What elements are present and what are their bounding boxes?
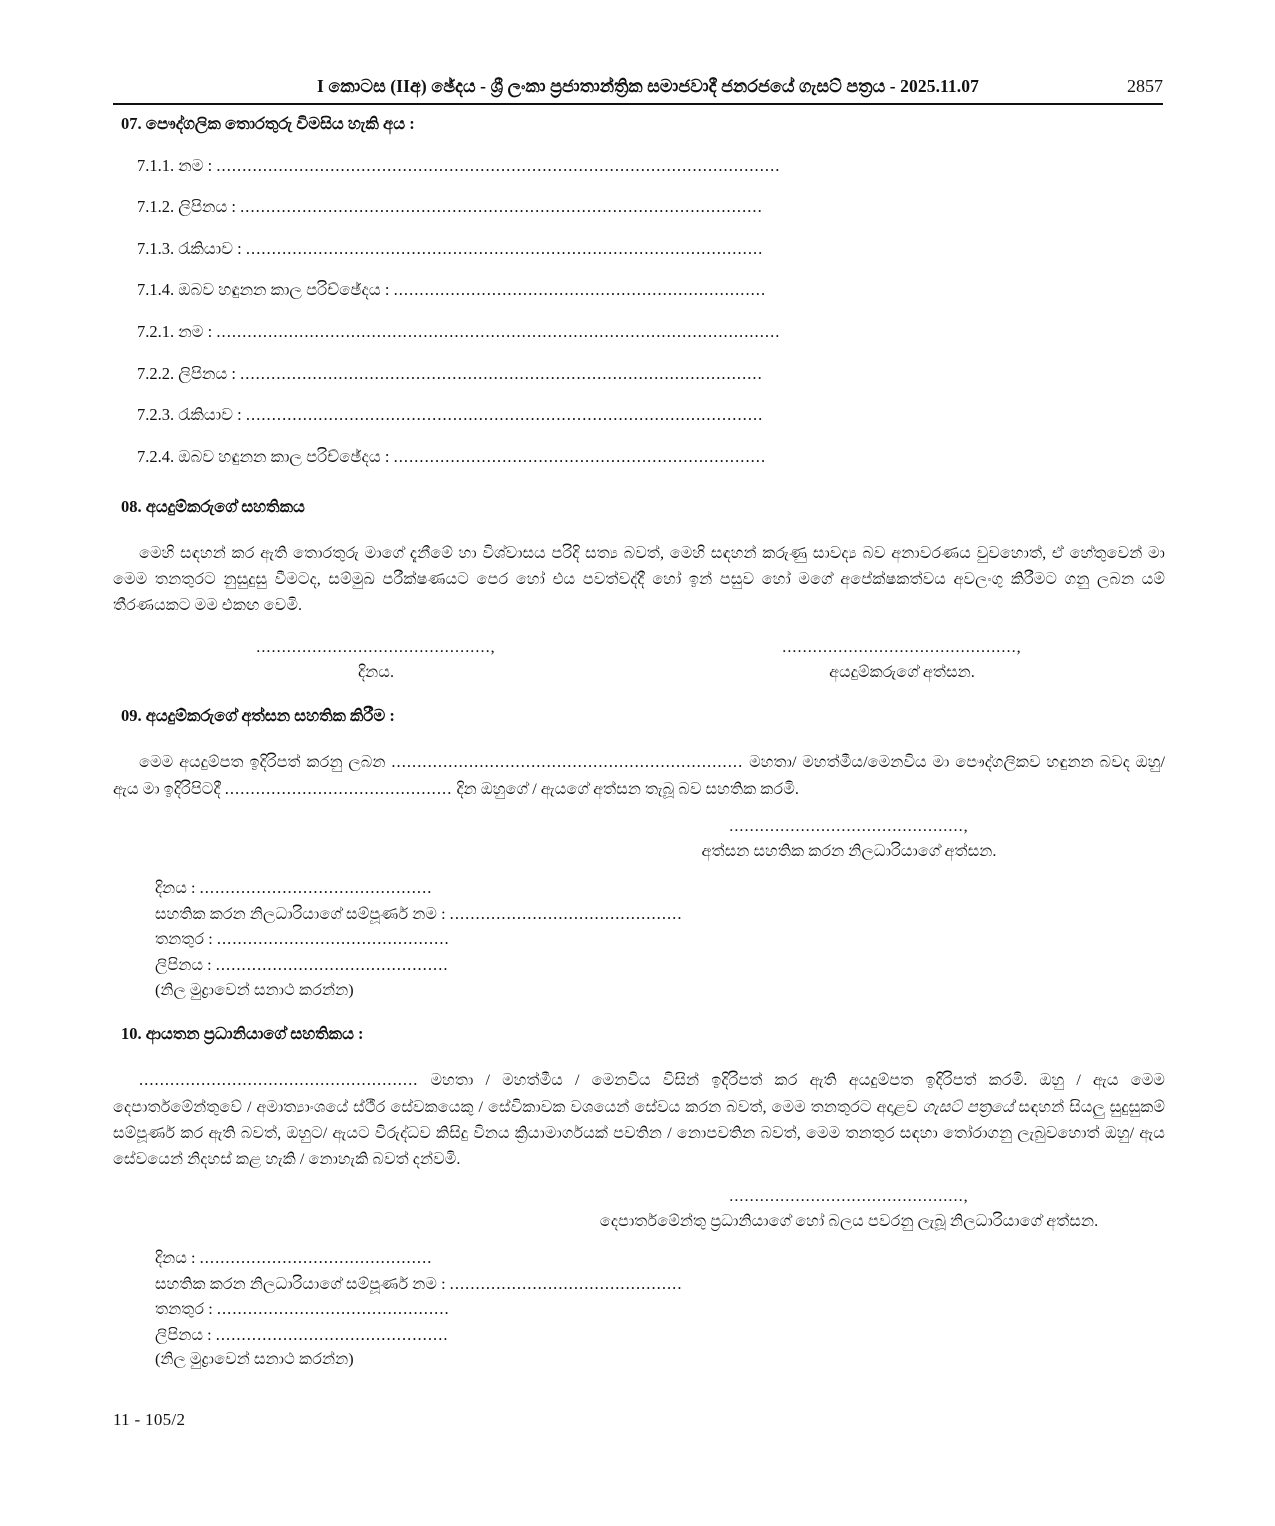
field-7-1-3-label: 7.1.3. රැකියාව : — [137, 238, 242, 258]
applicant-signature-caption: අයදුම්කරුගේ අත්සන. — [829, 663, 975, 681]
footer-reference: 11 - 105/2 — [113, 1410, 186, 1429]
section-08-signature-row — [113, 635, 1165, 685]
section-10-officer-designation-label: තනතුර : — [155, 1300, 213, 1319]
section-08-heading: 08. අයදුම්කරුගේ සහතිකය — [121, 497, 305, 517]
section-09-officer-date-label: දිනය : — [155, 879, 196, 898]
field-7-1-4 — [137, 277, 1165, 303]
field-7-2-4-label: 7.2.4. ඔබව හඳුනන කාල පරිච්ඡේදය : — [137, 446, 390, 466]
field-7-2-2-dots[interactable]: ..................................................................................................... — [240, 363, 763, 383]
page-number: 2857 — [1127, 76, 1163, 96]
section-09-officer-designation-label: තනතුර : — [155, 930, 213, 949]
section-09-officer-address — [155, 952, 1165, 978]
section-10-officer-details — [155, 1245, 1165, 1372]
section-09-heading: 09. අයදුම්කරුගේ අත්සන සහතික කිරීම : — [121, 706, 395, 726]
section-09-text-1: මෙම අයදුම්පත ඉදිරිපත් කරනු ලබන — [139, 753, 386, 772]
section-10-gazette-italic: ගැසට් පත්‍රයේ — [922, 1097, 1014, 1116]
applicant-signature-dotline[interactable]: .............................................., — [782, 637, 1022, 656]
field-7-1-4-label: 7.1.4. ඔබව හඳුනන කාල පරිච්ඡේදය : — [137, 280, 390, 300]
section-09-officer-date-dots[interactable]: ............................................. — [199, 878, 433, 898]
section-10-signature-block — [113, 1184, 1165, 1233]
page-title: I කොටස (IIඅ) ඡේදය - ශ්‍රී ලංකා ප්‍රජාතාන්ත්‍රික සමාජවාදී ජනරජයේ ගැසට් පත්‍රය - 2025.11.07 — [317, 76, 979, 96]
section-10-officer-date-dots[interactable]: ............................................. — [199, 1247, 433, 1267]
field-7-1-1-label: 7.1.1. නම : — [137, 155, 213, 175]
section-09-text-3: දින ඔහුගේ / ඇයගේ අත්සන තැබූ බව සහතික කරමි. — [456, 779, 799, 798]
section-08-body: මෙහි සඳහන් කර ඇති තොරතුරු මාගේ දැනීමේ හා විශ්වාසය පරිදි සත්‍ය බවත්, මෙහි සඳහන් කරුණු සාවද්‍ය බව අනාවරණය වුවහොත්, ඒ හේතුවෙන් මා මෙම තනතුරට නුසුදුසු වීමටද, සම්මුඛ පරීක්ෂණයට පෙර හෝ එය පවත්වද්දී හෝ ඉන් පසුව හෝ මගේ අපේක්ෂකත්වය අවලංගු කිරීමට ගනු ලබන යම් තීරණයකට මම එකඟ වෙමි. — [113, 544, 1165, 615]
section-10-officer-address-label: ලිපිනය : — [155, 1325, 212, 1344]
section-07-heading: 07. පෞද්ගලික තොරතුරු විමසිය හැකි අය : — [121, 114, 415, 133]
section-09-officer-designation-dots[interactable]: ............................................. — [216, 929, 450, 949]
section-10-officer-designation — [155, 1296, 1165, 1322]
section-10-officer-designation-dots[interactable]: ............................................. — [216, 1299, 450, 1319]
section-09-text-2: මහතා/ මහත්මීය/මෙනවිය මා පෞද්ගලිකව හඳුනන බවද ඔහු/ ඇය මා ඉදිරිපිටදී — [113, 753, 1166, 798]
section-10-officer-name-dots[interactable]: ............................................. — [449, 1273, 683, 1293]
head-of-department-caption-line-2: පවරනු ලැබූ නිලධාරියාගේ අත්සන. — [868, 1211, 1099, 1230]
section-09-signature-block — [113, 814, 1165, 863]
field-7-1-2-label: 7.1.2. ලිපිනය : — [137, 197, 236, 217]
applicant-signature — [639, 635, 1165, 685]
applicant-date-dotline[interactable]: .............................................., — [256, 637, 496, 656]
field-7-1-4-dots[interactable]: ........................................................................ — [393, 280, 767, 300]
section-09-officer-address-label: ලිපිනය : — [155, 955, 212, 974]
field-7-2-3-label: 7.2.3. රැකියාව : — [137, 405, 242, 425]
field-7-2-3 — [137, 402, 1165, 428]
section-09-officer-name-label: සහතික කරන නිලධාරියාගේ සම්පූර්ණ නම : — [155, 904, 446, 923]
field-7-1-3 — [137, 236, 1165, 262]
section-09-blank-2[interactable]: ............................................ — [224, 778, 453, 798]
certifying-officer-signature-dotline[interactable]: .............................................., — [729, 817, 969, 836]
section-09-body — [113, 749, 1165, 802]
field-7-2-1-dots[interactable]: ............................................................................................................. — [216, 322, 781, 341]
section-09-officer-designation — [155, 926, 1165, 952]
section-10-blank-1[interactable]: ...................................................... — [139, 1069, 419, 1089]
section-09-officer-date — [155, 875, 1165, 901]
field-7-1-2-dots[interactable]: ..................................................................................................... — [240, 197, 763, 217]
section-09-seal-note: (නිල මුද්‍රාවෙන් සනාථ කරන්න) — [155, 980, 354, 999]
field-7-1-2 — [137, 194, 1165, 220]
section-10-text-2: සඳහන් සියලු සුදුසුකම් සම්පූර්ණ කර ඇති බවත්, ඔහුට/ ඇයට විරුද්ධව කිසිදු විනය ක්‍රියාමාර්ගයක් පවතින / නොපවතින බවත්, මෙම තනතුර සඳහා තෝරාගනු ලැබුවහොත් ඔහු/ ඇය සේවයෙන් නිදහස් කළ හැකි / නොහැකි බවත් දන්වමි. — [113, 1097, 1166, 1169]
applicant-date-caption: දිනය. — [357, 663, 395, 681]
section-10-seal-note: (නිල මුද්‍රාවෙන් සනාථ කරන්න) — [155, 1350, 354, 1369]
section-09-blank-1[interactable]: .................................................................... — [391, 752, 744, 772]
field-7-2-3-dots[interactable]: .................................................................................................... — [245, 405, 764, 425]
section-10-body — [113, 1067, 1165, 1172]
applicant-date-signature — [113, 635, 639, 685]
section-10-officer-date — [155, 1245, 1165, 1271]
field-7-1-1 — [137, 153, 1165, 179]
section-09-officer-details — [155, 875, 1165, 1002]
section-10-officer-name — [155, 1271, 1165, 1297]
field-7-2-4-dots[interactable]: ........................................................................ — [393, 446, 767, 466]
section-10-officer-address-dots[interactable]: ............................................. — [215, 1324, 449, 1344]
section-10-officer-address — [155, 1322, 1165, 1348]
section-10-text-1: මහතා / මහත්මීය / මෙනවිය විසින් ඉදිරිපත් කර ඇති අයදුම්පත ඉදිරිපත් කරමි. ඔහු / ඇය මෙම දෙපාර්තමේන්තුවේ / අමාත්‍යාංශයේ ස්ථීර සේවකයෙකු / සේවිකාවක වශයෙන් සේවය කරන බවත්, මෙම තනතුරට අදාළව — [113, 1070, 1165, 1116]
field-7-2-1-label: 7.2.1. නම : — [137, 322, 213, 341]
document-body — [113, 112, 1165, 1372]
field-7-2-2-label: 7.2.2. ලිපිනය : — [137, 363, 236, 383]
section-10-officer-date-label: දිනය : — [155, 1248, 196, 1267]
header-divider — [113, 103, 1163, 105]
field-7-2-1 — [137, 319, 1165, 345]
head-of-department-signature-dotline[interactable]: .............................................., — [729, 1187, 969, 1206]
section-09-officer-name-dots[interactable]: ............................................. — [449, 903, 683, 923]
section-09-officer-name — [155, 901, 1165, 927]
header-row — [113, 76, 1163, 102]
section-10-officer-name-label: සහතික කරන නිලධාරියාගේ සම්පූර්ණ නම : — [155, 1274, 446, 1293]
field-7-2-4 — [137, 444, 1165, 470]
field-7-1-3-dots[interactable]: .................................................................................................... — [245, 238, 764, 258]
section-09-officer-address-dots[interactable]: ............................................. — [215, 954, 449, 974]
field-7-1-1-dots[interactable]: ............................................................................................................. — [216, 155, 781, 175]
page-header — [113, 76, 1163, 102]
head-of-department-caption-line-1: දෙපාර්තමේන්තු ප්‍රධානියාගේ හෝ බලය — [599, 1211, 864, 1230]
certifying-officer-signature-caption: අත්සන සහතික කරන නිලධාරියාගේ අත්සන. — [701, 841, 997, 860]
section-10-heading: 10. ආයතන ප්‍රධානියාගේ සහතිකය : — [121, 1024, 364, 1044]
field-7-2-2 — [137, 361, 1165, 387]
